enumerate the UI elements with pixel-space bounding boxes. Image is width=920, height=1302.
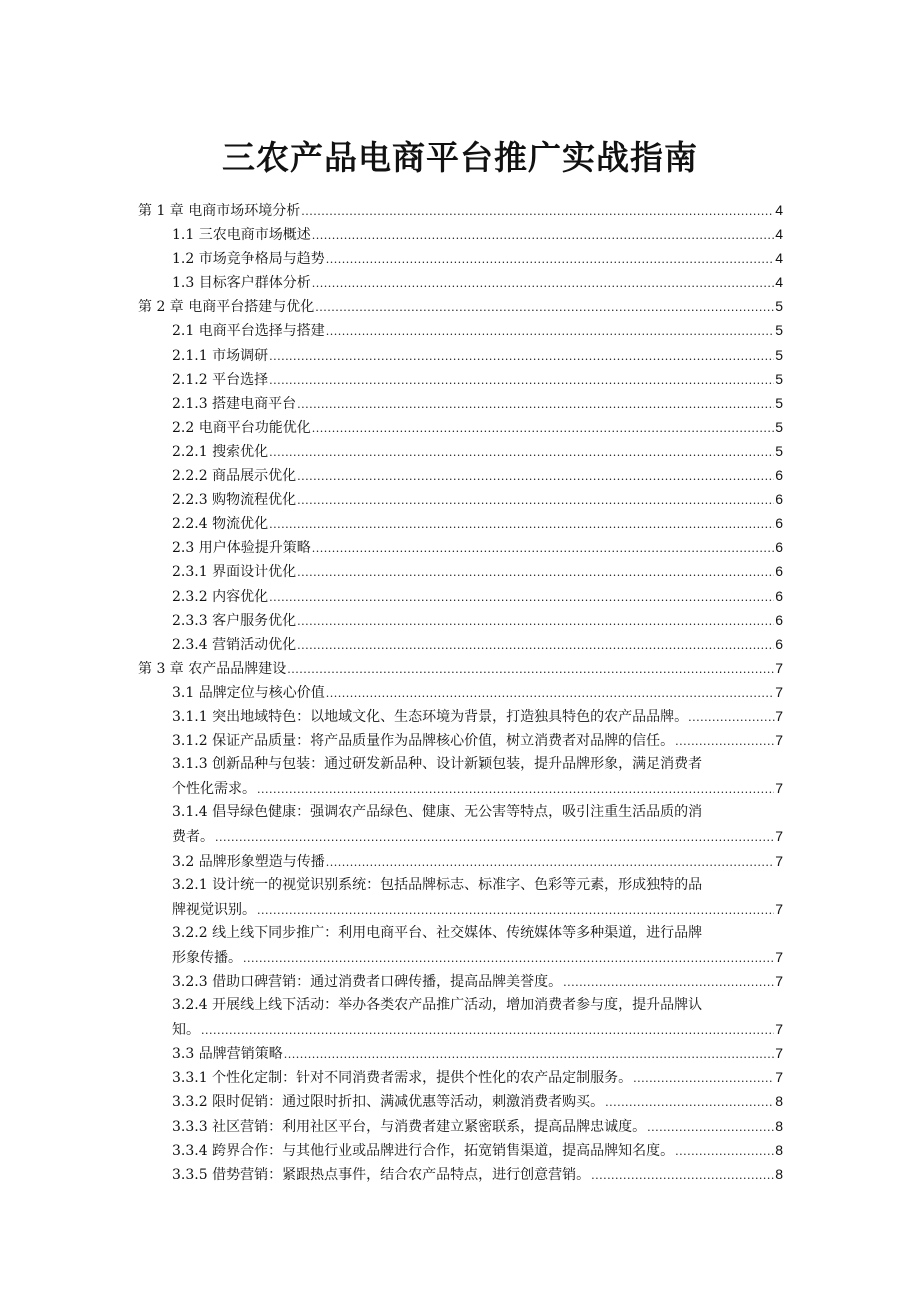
toc-entry-continuation[interactable] [138, 776, 783, 800]
toc-page-number: 5 [775, 298, 783, 315]
toc-page-number: 7 [775, 900, 783, 917]
toc-entry[interactable] [138, 1065, 783, 1089]
toc-entry[interactable] [138, 1138, 783, 1162]
dot-leader [297, 488, 774, 513]
toc-entry[interactable] [138, 391, 783, 415]
toc-entry-line[interactable] [138, 752, 783, 776]
toc-entry-text: 3.2.4 开展线上线下活动：举办各类农产品推广活动，增加消费者参与度，提升品牌认 [172, 997, 703, 1014]
toc-entry-text: 3.2.3 借助口碑营销：通过消费者口碑传播，提高品牌美誉度。 [172, 974, 563, 990]
toc-page-number: 7 [775, 1021, 783, 1038]
toc-entry[interactable] [138, 849, 783, 873]
dot-leader [675, 1139, 774, 1164]
toc-entry-text: 第 3 章 农产品品牌建设 [138, 660, 287, 677]
toc-chapter[interactable] [138, 294, 783, 318]
toc-page-number: 8 [775, 1141, 783, 1158]
dot-leader [297, 560, 774, 585]
toc-entry[interactable] [138, 511, 783, 535]
toc-page-number: 5 [775, 442, 783, 459]
toc-entry[interactable] [138, 1089, 783, 1113]
dot-leader [591, 1163, 774, 1188]
toc-page-number: 6 [775, 515, 783, 532]
toc-entry[interactable] [138, 439, 783, 463]
toc-page-number: 5 [775, 418, 783, 435]
toc-page-number: 7 [775, 828, 783, 845]
toc-entry-text: 3.2 品牌形象塑造与传播 [172, 853, 325, 870]
toc-entry-text: 3.1 品牌定位与核心价值 [172, 684, 325, 701]
toc-entry-line[interactable] [138, 921, 783, 945]
toc-entry-text: 3.3 品牌营销策略 [172, 1046, 283, 1063]
toc-entry-continuation[interactable] [138, 897, 783, 921]
toc-entry-line[interactable] [138, 873, 783, 897]
dot-leader [312, 271, 774, 296]
toc-entry[interactable] [138, 535, 783, 559]
toc-page-number: 6 [775, 563, 783, 580]
toc-entry-text-continued: 形象传播。 [172, 949, 242, 966]
dot-leader [563, 970, 774, 995]
toc-entry[interactable] [138, 704, 783, 728]
toc-entry-text: 2.2.4 物流优化 [172, 516, 269, 533]
dot-leader [297, 392, 774, 417]
dot-leader [257, 898, 774, 923]
toc-entry-text: 3.2.2 线上线下同步推广：利用电商平台、社交媒体、传统媒体等多种渠道，进行品牌 [172, 924, 703, 941]
dot-leader [201, 1018, 774, 1043]
toc-page-number: 7 [775, 1069, 783, 1086]
toc-entry-text: 1.1 三农电商市场概述 [172, 227, 311, 244]
toc-entry-text-continued: 个性化需求。 [172, 781, 256, 798]
toc-page-number: 7 [775, 852, 783, 869]
toc-entry-text: 2.3.2 内容优化 [172, 588, 269, 605]
toc-entry[interactable] [138, 1041, 783, 1065]
toc-page-number: 5 [775, 322, 783, 339]
dot-leader [326, 247, 774, 272]
toc-page-number: 7 [775, 707, 783, 724]
toc-page-number: 7 [775, 1045, 783, 1062]
toc-entry-text: 第 2 章 电商平台搭建与优化 [138, 299, 315, 316]
toc-entry-continuation[interactable] [138, 824, 783, 848]
toc-entry[interactable] [138, 367, 783, 391]
table-of-contents [138, 198, 783, 1186]
toc-entry[interactable] [138, 680, 783, 704]
toc-entry-text: 2.1 电商平台选择与搭建 [172, 323, 325, 340]
toc-entry-text: 1.2 市场竞争格局与趋势 [172, 251, 325, 268]
dot-leader [326, 850, 774, 875]
toc-page-number: 6 [775, 611, 783, 628]
toc-page-number: 7 [775, 683, 783, 700]
dot-leader [297, 633, 774, 658]
toc-entry-text: 3.3.5 借势营销：紧跟热点事件，结合农产品特点，进行创意营销。 [172, 1166, 591, 1183]
toc-entry[interactable] [138, 1114, 783, 1138]
toc-entry-text: 3.3.4 跨界合作：与其他行业或品牌进行合作，拓宽销售渠道，提高品牌知名度。 [172, 1142, 675, 1159]
toc-entry-text: 2.1.1 市场调研 [172, 347, 269, 364]
toc-entry-text: 3.1.3 创新品种与包装：通过研发新品种、设计新颖包装，提升品牌形象，满足消费者 [172, 756, 703, 773]
dot-leader [312, 536, 774, 561]
dot-leader [243, 946, 774, 971]
toc-page-number: 5 [775, 346, 783, 363]
toc-page-number: 6 [775, 467, 783, 484]
dot-leader [284, 1042, 774, 1067]
toc-entry-text: 3.1.1 突出地域特色：以地域文化、生态环境为背景，打造独具特色的农产品品牌。 [172, 708, 689, 725]
toc-entry-text-continued: 知。 [172, 1022, 200, 1039]
toc-entry[interactable] [138, 728, 783, 752]
toc-entry-continuation[interactable] [138, 1017, 783, 1041]
toc-entry-text: 2.1.3 搭建电商平台 [172, 395, 297, 412]
toc-page-number: 7 [775, 780, 783, 797]
toc-entry-line[interactable] [138, 993, 783, 1017]
toc-entry[interactable] [138, 487, 783, 511]
dot-leader [257, 777, 774, 802]
toc-entry[interactable] [138, 246, 783, 270]
toc-entry[interactable] [138, 584, 783, 608]
toc-page-number: 4 [775, 202, 783, 218]
document-title: 三农产品电商平台推广实战指南 [222, 138, 698, 177]
toc-entry[interactable] [138, 1162, 783, 1186]
toc-entry-text: 2.3.3 客户服务优化 [172, 612, 297, 629]
toc-entry-text: 2.2.2 商品展示优化 [172, 468, 297, 485]
toc-entry-text: 2.2.1 搜索优化 [172, 443, 269, 460]
toc-entry-line[interactable] [138, 800, 783, 824]
toc-page-number: 7 [775, 732, 783, 749]
toc-entry-text-continued: 费者。 [172, 829, 214, 846]
toc-page-number: 7 [775, 973, 783, 989]
toc-page-number: 4 [775, 274, 783, 291]
toc-chapter[interactable] [138, 656, 783, 680]
dot-leader [675, 729, 774, 754]
toc-entry-text: 2.1.2 平台选择 [172, 371, 269, 388]
toc-page-number: 6 [775, 587, 783, 604]
toc-page-number: 5 [775, 394, 783, 411]
toc-entry-text: 2.3.1 界面设计优化 [172, 564, 297, 581]
toc-page-number: 6 [775, 539, 783, 556]
toc-entry[interactable] [138, 632, 783, 656]
toc-entry-text: 2.2 电商平台功能优化 [172, 419, 311, 436]
toc-entry-text: 3.1.4 倡导绿色健康：强调农产品绿色、健康、无公害等特点，吸引注重生活品质的消 [172, 804, 703, 821]
dot-leader [269, 440, 774, 465]
toc-entry-text: 3.2.1 设计统一的视觉识别系统：包括品牌标志、标准字、色彩等元素，形成独特的品 [172, 876, 703, 893]
dot-leader [688, 705, 775, 730]
toc-entry[interactable] [138, 415, 783, 439]
toc-entry-text: 2.3 用户体验提升策略 [172, 540, 311, 557]
dot-leader [269, 344, 774, 369]
toc-entry-text: 2.2.3 购物流程优化 [172, 492, 297, 509]
dot-leader [297, 609, 774, 634]
dot-leader [312, 223, 774, 248]
dot-leader [326, 319, 774, 344]
dot-leader [647, 1115, 774, 1140]
dot-leader [312, 416, 774, 441]
toc-entry-text: 3.3.3 社区营销：利用社区平台，与消费者建立紧密联系，提高品牌忠诚度。 [172, 1118, 647, 1135]
toc-entry[interactable] [138, 608, 783, 632]
toc-entry[interactable] [138, 559, 783, 583]
toc-entry-text: 2.3.4 营销活动优化 [172, 636, 297, 653]
toc-entry-continuation[interactable] [138, 945, 783, 969]
toc-entry-text: 1.3 目标客户群体分析 [172, 275, 311, 292]
dot-leader [605, 1090, 774, 1115]
toc-page-number: 4 [775, 250, 783, 267]
toc-entry[interactable] [138, 222, 783, 246]
toc-page-number: 5 [775, 370, 783, 387]
dot-leader [297, 464, 774, 489]
toc-page-number: 4 [775, 226, 783, 243]
toc-page-number: 6 [775, 635, 783, 652]
toc-chapter[interactable] [138, 198, 783, 222]
dot-leader [633, 1066, 774, 1091]
dot-leader [269, 368, 774, 393]
toc-page-number: 8 [775, 1117, 783, 1134]
dot-leader [215, 825, 774, 850]
toc-entry-text-continued: 牌视觉识别。 [172, 901, 256, 918]
toc-entry[interactable] [138, 969, 783, 993]
dot-leader [269, 512, 774, 537]
toc-page-number: 8 [775, 1093, 783, 1110]
dot-leader [315, 295, 774, 320]
toc-entry[interactable] [138, 318, 783, 342]
toc-entry[interactable] [138, 270, 783, 294]
toc-page-number: 7 [775, 659, 783, 676]
toc-page-number: 6 [775, 491, 783, 508]
dot-leader [269, 585, 774, 610]
toc-page-number: 8 [775, 1165, 783, 1182]
toc-entry-text: 第 1 章 电商市场环境分析 [138, 203, 301, 219]
toc-entry-text: 3.3.1 个性化定制：针对不同消费者需求，提供个性化的农产品定制服务。 [172, 1070, 633, 1087]
toc-page-number: 7 [775, 948, 783, 965]
toc-entry-text: 3.1.2 保证产品质量：将产品质量作为品牌核心价值，树立消费者对品牌的信任。 [172, 733, 675, 750]
dot-leader [301, 199, 774, 224]
dot-leader [287, 657, 774, 682]
toc-entry[interactable] [138, 463, 783, 487]
dot-leader [326, 681, 774, 706]
toc-entry-text: 3.3.2 限时促销：通过限时折扣、满减优惠等活动，刺激消费者购买。 [172, 1094, 605, 1111]
toc-entry[interactable] [138, 343, 783, 367]
